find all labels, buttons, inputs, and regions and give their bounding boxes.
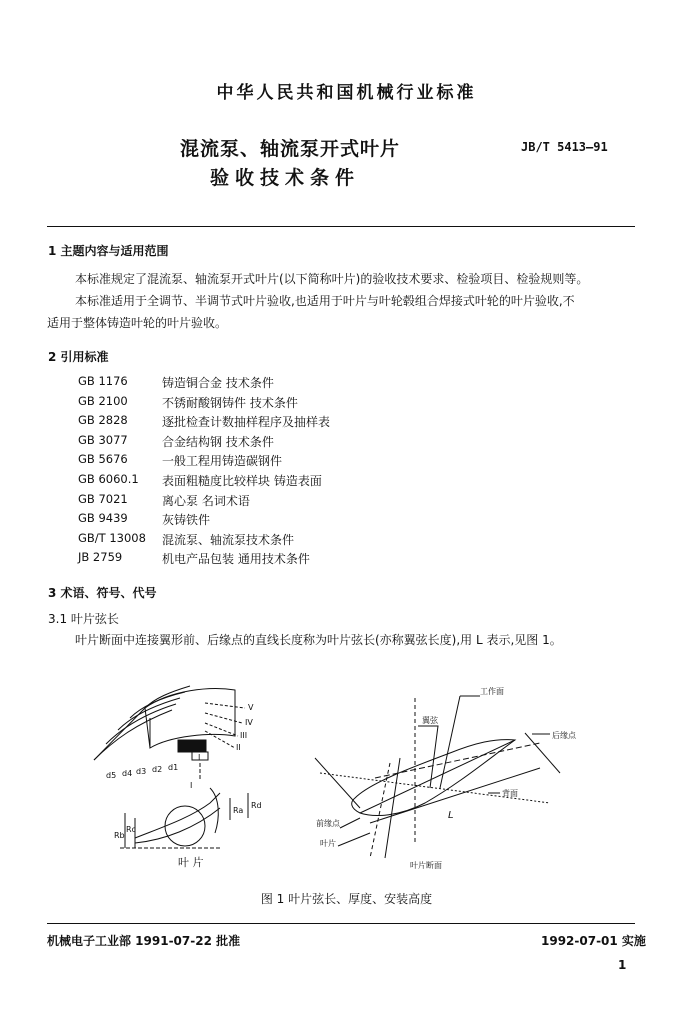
label-chord: 翼弦	[422, 716, 438, 725]
reference-title: 混流泵、轴流泵技术条件	[162, 533, 295, 547]
reference-title: 灰铸铁件	[162, 513, 211, 527]
blade-arc-2	[130, 692, 185, 718]
label-iii: III	[240, 731, 248, 740]
section-3-1-text: 叶片断面中连接翼形前、后缘点的直线长度称为叶片弦长(亦称翼弦长度),用 L 表示,见图 1。	[75, 633, 562, 647]
header-rule	[47, 226, 635, 227]
footer-rule	[47, 923, 635, 924]
label-d2: d2	[152, 765, 163, 774]
label-d4: d4	[122, 769, 133, 778]
section-3-1-heading: 3.1 叶片弦长	[48, 612, 119, 626]
blade-body	[145, 689, 235, 748]
blade-lower-profile	[135, 793, 220, 838]
reference-code: GB 9439	[78, 511, 128, 525]
label-rc: Rc	[126, 825, 136, 834]
reference-code: GB/T 13008	[78, 531, 146, 545]
label-leading-point: 前缘点	[316, 819, 340, 828]
blade-left-edge	[94, 708, 145, 760]
reference-code: GB 2828	[78, 413, 128, 427]
reference-code: GB 6060.1	[78, 472, 139, 486]
document-title-line2: 验收技术条件	[210, 167, 361, 189]
reference-title: 逐批检查计数抽样程序及抽样表	[162, 415, 331, 429]
reference-title: 表面粗糙度比较样块 铸造表面	[162, 474, 322, 488]
section-1-heading: 1 主题内容与适用范围	[48, 244, 169, 258]
label-rd: Rd	[251, 801, 262, 810]
section-2-heading: 2 引用标准	[48, 350, 109, 364]
implementation-date: 1992-07-01 实施	[541, 934, 646, 948]
reference-code: GB 5676	[78, 452, 128, 466]
label-blade: 叶片	[320, 839, 336, 848]
reference-title: 不锈耐酸钢铸件 技术条件	[162, 396, 298, 410]
label-chord-length: L	[448, 810, 454, 821]
label-d5: d5	[106, 771, 117, 780]
issuing-authority: 中华人民共和国机械行业标准	[216, 83, 477, 103]
label-rb: Rb	[114, 831, 125, 840]
section-1-paragraph-2-cont: 适用于整体铸造叶轮的叶片验收。	[47, 316, 228, 330]
chord-leader	[418, 726, 438, 788]
section-1-paragraph-1: 本标准规定了混流泵、轴流泵开式叶片(以下简称叶片)的验收技术要求、检验项目、检验规则等。	[75, 272, 589, 286]
reference-code: GB 1176	[78, 374, 128, 388]
reference-title: 机电产品包装 通用技术条件	[162, 552, 310, 566]
standard-number: JB/T 5413—91	[521, 140, 608, 154]
label-back-face: 背面	[502, 789, 518, 798]
section-1-paragraph-2: 本标准适用于全调节、半调节式叶片验收,也适用于叶片与叶轮毂组合焊接式叶轮的叶片验收,不	[75, 294, 575, 308]
label-ra: Ra	[233, 806, 244, 815]
label-v: V	[248, 703, 254, 712]
reference-title: 合金结构钢 技术条件	[162, 435, 274, 449]
label-i-mid: I	[190, 781, 193, 790]
radial-line-v	[205, 703, 245, 708]
approval-info: 机械电子工业部 1991-07-22 批准	[47, 934, 241, 948]
blade-lower-profile-2	[135, 808, 220, 843]
label-d3: d3	[136, 767, 147, 776]
label-working-face: 工作面	[480, 687, 504, 696]
reference-code: GB 3077	[78, 433, 128, 447]
reference-title: 一般工程用铸造碳钢件	[162, 454, 283, 468]
document-title-line1: 混流泵、轴流泵开式叶片	[180, 138, 401, 160]
reference-code: GB 2100	[78, 394, 128, 408]
label-ii: II	[236, 743, 241, 752]
section-3-heading: 3 术语、符号、代号	[48, 586, 157, 600]
leading-point-leader	[340, 818, 360, 828]
figure-left-label: 叶 片	[178, 856, 204, 869]
blade-leader	[338, 833, 370, 846]
label-trailing-point: 后缘点	[552, 731, 576, 740]
reference-title: 离心泵 名词术语	[162, 494, 250, 508]
hub-circle	[165, 806, 205, 846]
page-number: 1	[618, 958, 627, 972]
reference-code: JB 2759	[78, 550, 123, 564]
reference-code: GB 7021	[78, 492, 128, 506]
label-d1: d1	[168, 763, 179, 772]
hub-block	[178, 740, 206, 752]
figure-1	[70, 668, 630, 878]
leading-construction-2	[385, 758, 400, 858]
label-blade-section: 叶片断面	[410, 861, 442, 870]
radial-line-iv	[205, 713, 242, 723]
label-i-top: I	[198, 753, 201, 762]
reference-title: 铸造铜合金 技术条件	[162, 376, 274, 390]
chord-line	[360, 740, 515, 813]
lead-diagonal	[315, 758, 360, 808]
figure-caption: 图 1 叶片弦长、厚度、安装高度	[260, 892, 433, 906]
label-iv: IV	[245, 718, 253, 727]
